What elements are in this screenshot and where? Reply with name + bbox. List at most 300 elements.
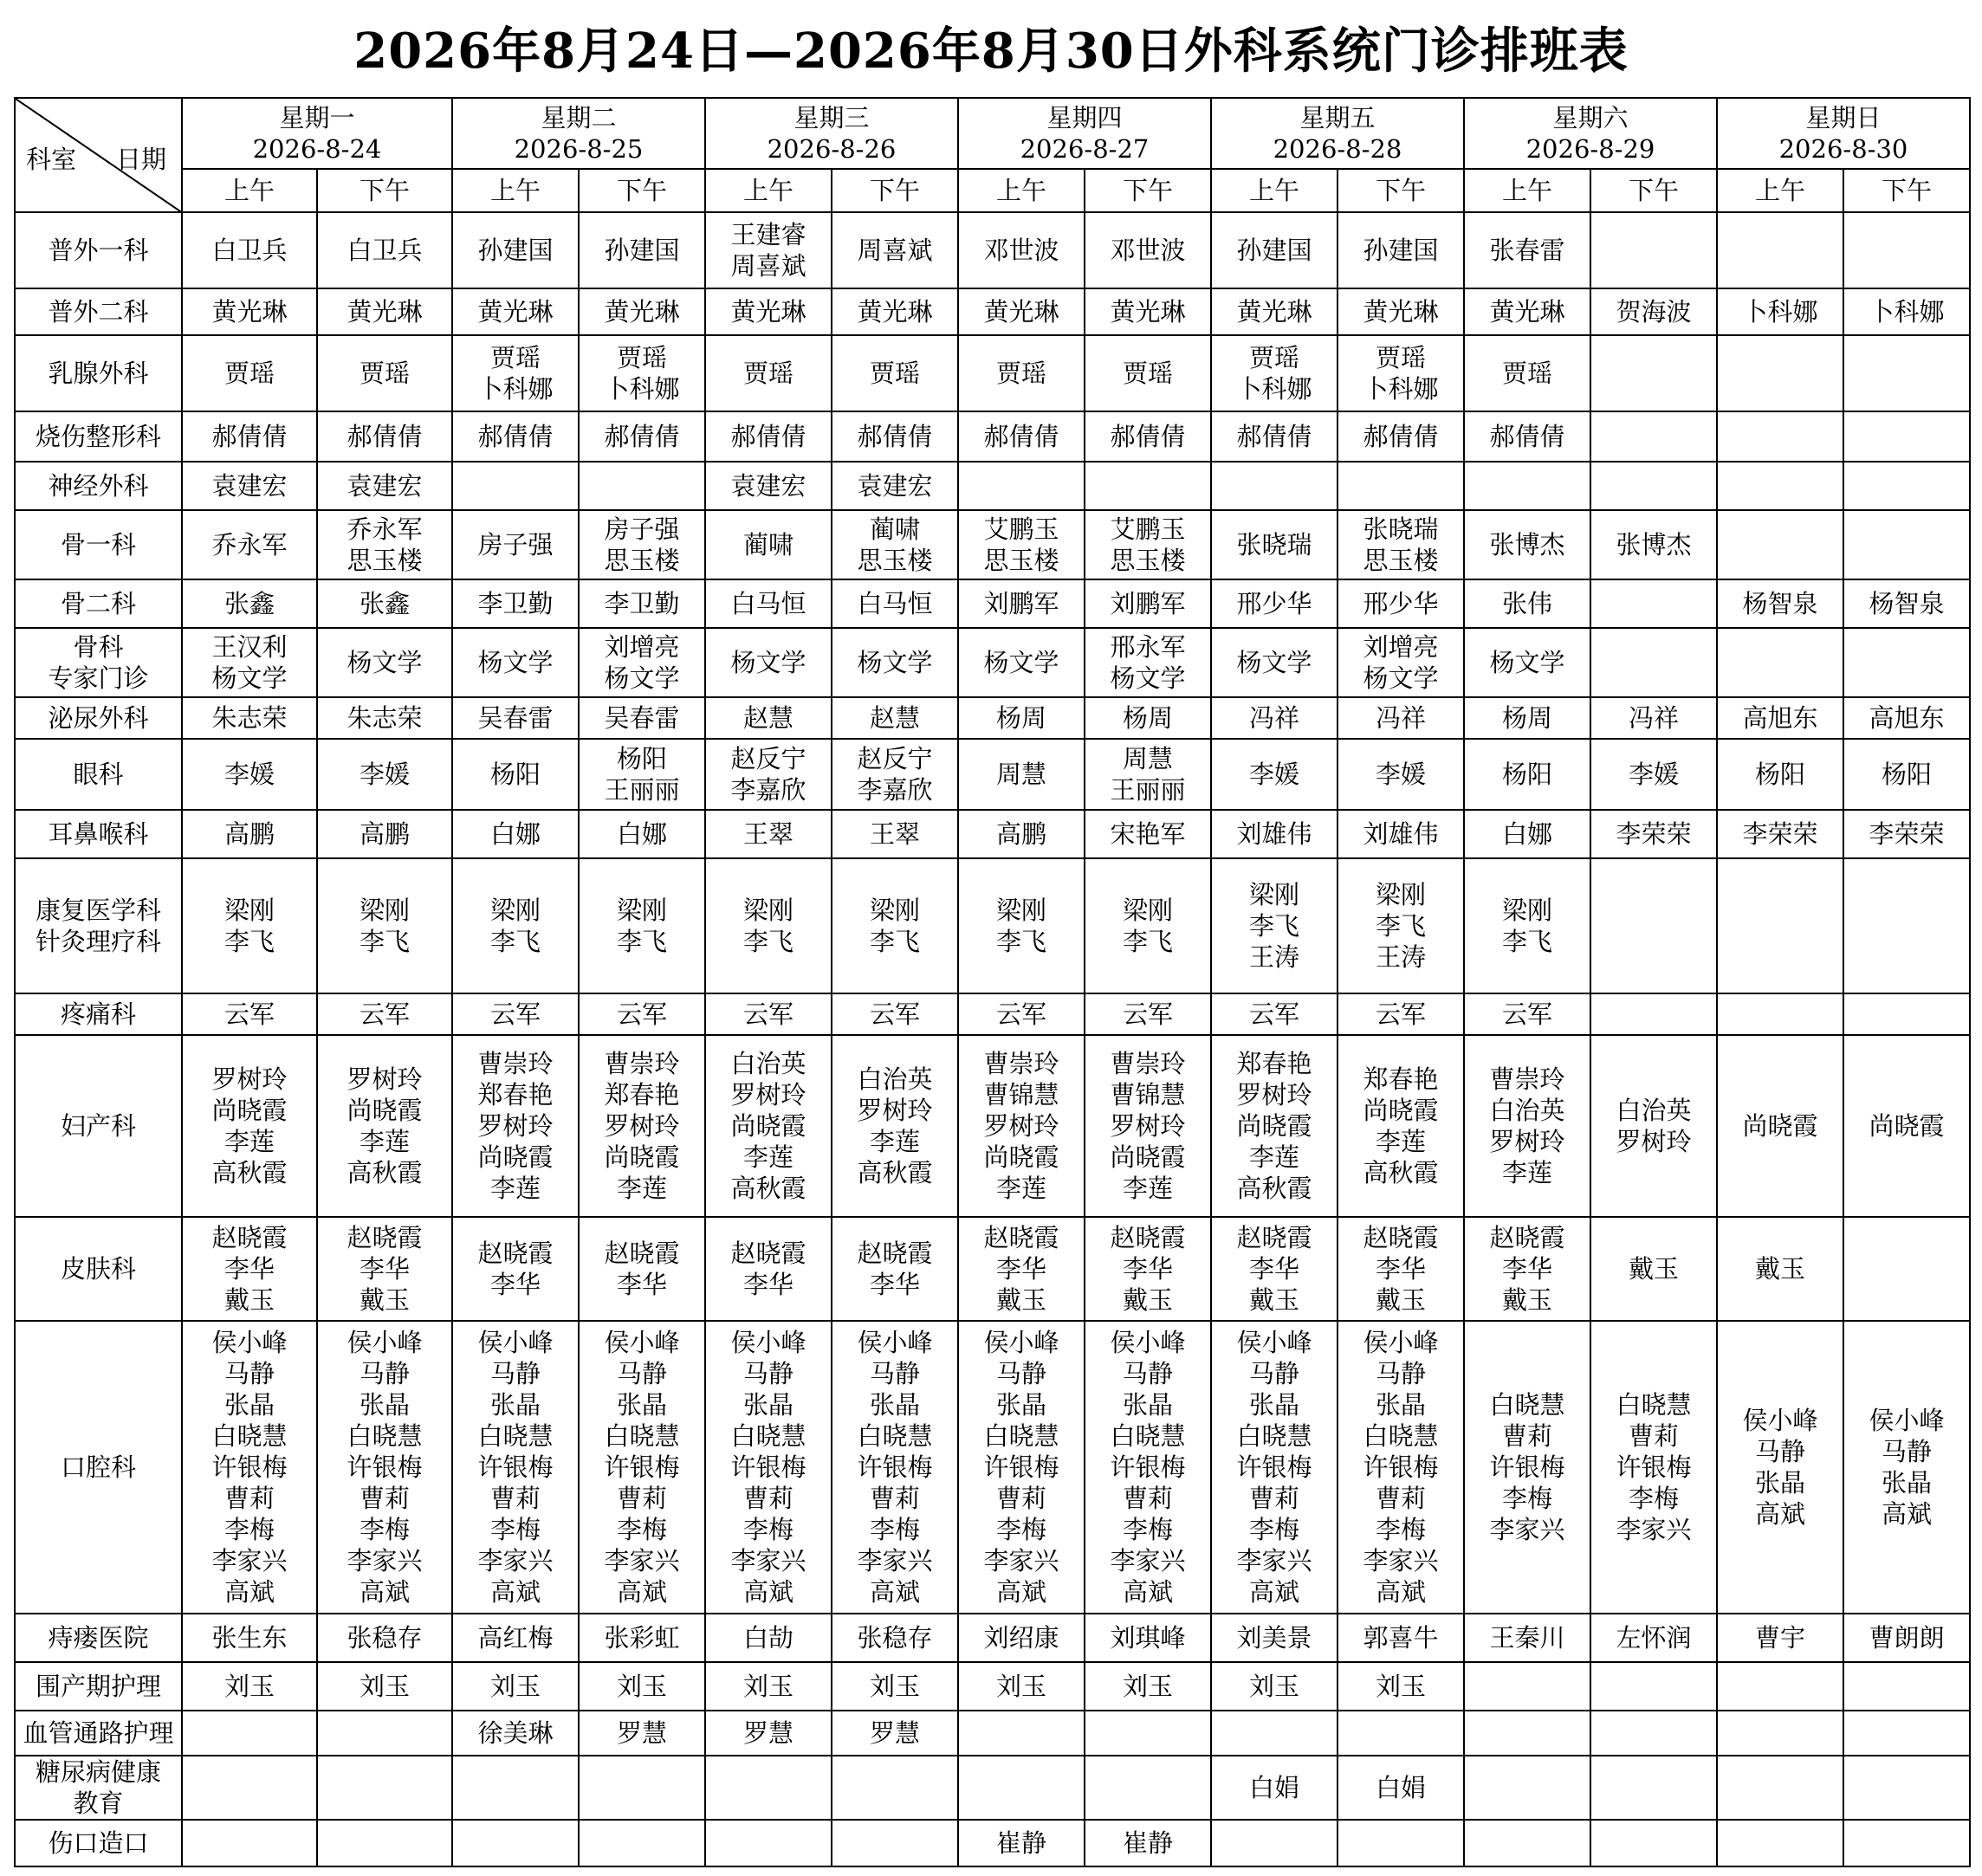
pm-header: 下午: [1085, 169, 1211, 212]
schedule-cell: 贾瑶 卜科娜: [452, 335, 579, 411]
table-row: [15, 1321, 1970, 1614]
schedule-cell: [1590, 1756, 1717, 1820]
schedule-cell: 李媛: [317, 739, 452, 810]
schedule-cell: 郝倩倩: [1464, 411, 1590, 462]
dept-name: 糖尿病健康 教育: [15, 1756, 182, 1820]
schedule-cell: 杨阳: [1464, 739, 1590, 810]
dept-name: 眼科: [15, 739, 182, 810]
schedule-cell: [1843, 1662, 1970, 1711]
schedule-cell: 侯小峰 马静 张晶 白晓慧 许银梅 曹莉 李梅 李家兴 高斌: [1085, 1321, 1211, 1614]
table-row: [15, 1711, 1970, 1756]
schedule-cell: 艾鹏玉 思玉楼: [958, 510, 1085, 579]
schedule-cell: 乔永军: [182, 510, 317, 579]
dept-name: 骨科 专家门诊: [15, 628, 182, 697]
schedule-cell: 梁刚 李飞: [1464, 858, 1590, 993]
date-label: 2026-8-25: [514, 134, 644, 164]
schedule-cell: [1843, 1820, 1970, 1866]
table-row: [15, 579, 1970, 628]
dept-name: 口腔科: [15, 1321, 182, 1614]
schedule-cell: 高鹏: [317, 810, 452, 858]
schedule-cell: 刘玉: [958, 1662, 1085, 1711]
schedule-cell: 崔静: [1085, 1820, 1211, 1866]
table-row: [15, 212, 1970, 288]
schedule-cell: 张春雷: [1464, 212, 1590, 288]
schedule-cell: 刘增亮 杨文学: [579, 628, 705, 697]
table-row: [15, 697, 1970, 739]
schedule-cell: 梁刚 李飞 王涛: [1211, 858, 1338, 993]
schedule-cell: 黄光琳: [1085, 288, 1211, 335]
schedule-cell: 赵晓霞 李华: [705, 1217, 832, 1321]
schedule-cell: 尚晓霞: [1717, 1035, 1843, 1217]
schedule-cell: 贾瑶: [705, 335, 832, 411]
schedule-cell: 周喜斌: [832, 212, 958, 288]
schedule-cell: 李卫勤: [452, 579, 579, 628]
schedule-cell: 贾瑶: [958, 335, 1085, 411]
table-row: [15, 1756, 1970, 1820]
schedule-cell: 崔静: [958, 1820, 1085, 1866]
schedule-cell: 侯小峰 马静 张晶 白晓慧 许银梅 曹莉 李梅 李家兴 高斌: [958, 1321, 1085, 1614]
schedule-cell: 刘鹏军: [1085, 579, 1211, 628]
schedule-cell: 李荣荣: [1590, 810, 1717, 858]
schedule-cell: [1843, 1711, 1970, 1756]
schedule-cell: 张生东: [182, 1614, 317, 1662]
dept-name: 乳腺外科: [15, 335, 182, 411]
schedule-cell: 郝倩倩: [317, 411, 452, 462]
schedule-cell: [182, 1820, 317, 1866]
schedule-cell: [1843, 335, 1970, 411]
table-row: [15, 628, 1970, 697]
schedule-cell: 赵慧: [705, 697, 832, 739]
schedule-cell: 郝倩倩: [958, 411, 1085, 462]
schedule-cell: 艾鹏玉 思玉楼: [1085, 510, 1211, 579]
schedule-cell: [1717, 993, 1843, 1035]
am-header: 上午: [182, 169, 317, 212]
corner-date-label: 日期: [116, 145, 167, 174]
schedule-cell: [705, 1820, 832, 1866]
schedule-cell: 贾瑶 卜科娜: [579, 335, 705, 411]
schedule-cell: [579, 1820, 705, 1866]
schedule-cell: [1717, 510, 1843, 579]
schedule-cell: 房子强 思玉楼: [579, 510, 705, 579]
schedule-cell: 刘玉: [832, 1662, 958, 1711]
schedule-cell: 刘鹏军: [958, 579, 1085, 628]
table-row: [15, 1820, 1970, 1866]
schedule-cell: 黄光琳: [1464, 288, 1590, 335]
schedule-cell: 白治英 罗树玲 尚晓霞 李莲 高秋霞: [705, 1035, 832, 1217]
day-header: [705, 98, 958, 169]
schedule-cell: [1590, 993, 1717, 1035]
schedule-cell: 冯祥: [1338, 697, 1464, 739]
date-label: 2026-8-26: [767, 134, 897, 164]
schedule-cell: [1085, 1711, 1211, 1756]
schedule-cell: [1590, 335, 1717, 411]
dept-name: 普外一科: [15, 212, 182, 288]
schedule-cell: 戴玉: [1590, 1217, 1717, 1321]
schedule-cell: [1085, 462, 1211, 510]
schedule-cell: 杨阳: [452, 739, 579, 810]
schedule-cell: 贾瑶 卜科娜: [1338, 335, 1464, 411]
schedule-cell: [958, 1711, 1085, 1756]
schedule-cell: [1590, 1820, 1717, 1866]
schedule-cell: 赵晓霞 李华: [452, 1217, 579, 1321]
schedule-cell: 赵慧: [832, 697, 958, 739]
schedule-cell: 侯小峰 马静 张晶 白晓慧 许银梅 曹莉 李梅 李家兴 高斌: [317, 1321, 452, 1614]
schedule-cell: 王建睿 周喜斌: [705, 212, 832, 288]
schedule-cell: 孙建国: [1211, 212, 1338, 288]
schedule-cell: 黄光琳: [832, 288, 958, 335]
schedule-cell: 王秦川: [1464, 1614, 1590, 1662]
schedule-cell: 杨阳 王丽丽: [579, 739, 705, 810]
schedule-cell: 袁建宏: [832, 462, 958, 510]
schedule-cell: 梁刚 李飞: [182, 858, 317, 993]
schedule-cell: [1590, 462, 1717, 510]
dept-name: 皮肤科: [15, 1217, 182, 1321]
schedule-cell: 侯小峰 马静 张晶 白晓慧 许银梅 曹莉 李梅 李家兴 高斌: [832, 1321, 958, 1614]
schedule-cell: 孙建国: [1338, 212, 1464, 288]
schedule-cell: 白晓慧 曹莉 许银梅 李梅 李家兴: [1590, 1321, 1717, 1614]
dept-name: 神经外科: [15, 462, 182, 510]
schedule-cell: 张鑫: [317, 579, 452, 628]
day-header: [452, 98, 705, 169]
schedule-cell: 袁建宏: [705, 462, 832, 510]
schedule-cell: 贾瑶: [1085, 335, 1211, 411]
table-row: [15, 1662, 1970, 1711]
schedule-cell: 蔺啸 思玉楼: [832, 510, 958, 579]
schedule-cell: [1464, 462, 1590, 510]
schedule-cell: 朱志荣: [317, 697, 452, 739]
pm-header: 下午: [317, 169, 452, 212]
schedule-cell: 云军: [705, 993, 832, 1035]
schedule-cell: [1717, 1711, 1843, 1756]
dept-name: 骨一科: [15, 510, 182, 579]
schedule-cell: 杨文学: [1211, 628, 1338, 697]
schedule-cell: 侯小峰 马静 张晶 高斌: [1717, 1321, 1843, 1614]
schedule-cell: 宋艳军: [1085, 810, 1211, 858]
schedule-cell: [1843, 993, 1970, 1035]
schedule-cell: 云军: [1085, 993, 1211, 1035]
schedule-cell: 贾瑶: [1464, 335, 1590, 411]
schedule-cell: 白娜: [452, 810, 579, 858]
weekday-label: 星期六: [1552, 103, 1629, 133]
schedule-cell: 周慧 王丽丽: [1085, 739, 1211, 810]
schedule-cell: 张稳存: [317, 1614, 452, 1662]
schedule-cell: [832, 1756, 958, 1820]
schedule-cell: 冯祥: [1211, 697, 1338, 739]
schedule-cell: 曹朗朗: [1843, 1614, 1970, 1662]
schedule-cell: 白卫兵: [317, 212, 452, 288]
pm-header: 下午: [579, 169, 705, 212]
schedule-cell: 黄光琳: [958, 288, 1085, 335]
schedule-cell: [1717, 628, 1843, 697]
pm-header: 下午: [832, 169, 958, 212]
schedule-cell: 王汉利 杨文学: [182, 628, 317, 697]
schedule-cell: [1590, 858, 1717, 993]
schedule-cell: 刘增亮 杨文学: [1338, 628, 1464, 697]
schedule-cell: 侯小峰 马静 张晶 白晓慧 许银梅 曹莉 李梅 李家兴 高斌: [182, 1321, 317, 1614]
schedule-cell: 侯小峰 马静 张晶 白晓慧 许银梅 曹莉 李梅 李家兴 高斌: [452, 1321, 579, 1614]
schedule-cell: 云军: [832, 993, 958, 1035]
schedule-cell: [1717, 411, 1843, 462]
schedule-cell: 白劼: [705, 1614, 832, 1662]
schedule-cell: 郝倩倩: [832, 411, 958, 462]
schedule-cell: 卜科娜: [1843, 288, 1970, 335]
schedule-cell: 李媛: [1590, 739, 1717, 810]
schedule-cell: [1717, 462, 1843, 510]
schedule-cell: [1843, 212, 1970, 288]
schedule-cell: 刘玉: [1338, 1662, 1464, 1711]
schedule-cell: [1464, 1820, 1590, 1866]
table-row: [15, 1035, 1970, 1217]
header-corner: [15, 98, 182, 212]
schedule-cell: 张鑫: [182, 579, 317, 628]
schedule-cell: 李荣荣: [1843, 810, 1970, 858]
schedule-cell: 赵晓霞 李华 戴玉: [1085, 1217, 1211, 1321]
schedule-cell: 梁刚 李飞: [579, 858, 705, 993]
date-label: 2026-8-29: [1525, 134, 1655, 164]
schedule-cell: [1464, 1711, 1590, 1756]
weekday-label: 星期日: [1805, 103, 1882, 133]
schedule-cell: 王翠: [832, 810, 958, 858]
schedule-cell: 曹宇: [1717, 1614, 1843, 1662]
corner-dept-label: 科室: [26, 145, 77, 174]
table-row: [15, 1217, 1970, 1321]
schedule-cell: 袁建宏: [317, 462, 452, 510]
day-header: [1211, 98, 1464, 169]
pm-header: 下午: [1590, 169, 1717, 212]
weekday-label: 星期四: [1046, 103, 1123, 133]
schedule-cell: [182, 1711, 317, 1756]
schedule-cell: 李媛: [1211, 739, 1338, 810]
weekday-label: 星期二: [541, 103, 617, 133]
schedule-cell: 张晓瑞: [1211, 510, 1338, 579]
schedule-cell: [958, 1756, 1085, 1820]
table-row: [15, 858, 1970, 993]
schedule-cell: 王翠: [705, 810, 832, 858]
schedule-cell: 杨文学: [705, 628, 832, 697]
schedule-cell: 白娜: [579, 810, 705, 858]
schedule-cell: 贾瑶 卜科娜: [1211, 335, 1338, 411]
schedule-cell: [1843, 1217, 1970, 1321]
schedule-cell: 云军: [1211, 993, 1338, 1035]
weekday-label: 星期一: [279, 103, 355, 133]
schedule-cell: [1338, 462, 1464, 510]
pm-header: 下午: [1338, 169, 1464, 212]
dept-name: 血管通路护理: [15, 1711, 182, 1756]
dept-name: 烧伤整形科: [15, 411, 182, 462]
schedule-cell: 刘玉: [182, 1662, 317, 1711]
schedule-cell: [958, 462, 1085, 510]
schedule-cell: 高旭东: [1843, 697, 1970, 739]
schedule-cell: 郝倩倩: [705, 411, 832, 462]
schedule-cell: 高鹏: [958, 810, 1085, 858]
dept-name: 妇产科: [15, 1035, 182, 1217]
schedule-cell: 贺海波: [1590, 288, 1717, 335]
schedule-cell: [1843, 411, 1970, 462]
schedule-cell: [579, 462, 705, 510]
schedule-cell: [1717, 335, 1843, 411]
schedule-cell: 刘雄伟: [1211, 810, 1338, 858]
am-header: 上午: [1464, 169, 1590, 212]
schedule-cell: 梁刚 李飞: [1085, 858, 1211, 993]
schedule-cell: 刘玉: [1085, 1662, 1211, 1711]
schedule-cell: 白晓慧 曹莉 许银梅 李梅 李家兴: [1464, 1321, 1590, 1614]
schedule-cell: 李荣荣: [1717, 810, 1843, 858]
schedule-cell: [452, 462, 579, 510]
schedule-cell: 郝倩倩: [1338, 411, 1464, 462]
schedule-cell: 罗慧: [579, 1711, 705, 1756]
schedule-cell: 戴玉: [1717, 1217, 1843, 1321]
schedule-cell: 张稳存: [832, 1614, 958, 1662]
schedule-cell: 杨文学: [832, 628, 958, 697]
schedule-cell: 白娜: [1464, 810, 1590, 858]
schedule-cell: [1590, 1711, 1717, 1756]
schedule-cell: 云军: [579, 993, 705, 1035]
schedule-cell: 赵晓霞 李华 戴玉: [182, 1217, 317, 1321]
schedule-cell: 张博杰: [1590, 510, 1717, 579]
schedule-cell: 梁刚 李飞 王涛: [1338, 858, 1464, 993]
weekday-label: 星期三: [793, 103, 870, 133]
schedule-cell: 郑春艳 罗树玲 尚晓霞 李莲 高秋霞: [1211, 1035, 1338, 1217]
schedule-cell: 刘玉: [452, 1662, 579, 1711]
schedule-cell: [1590, 1662, 1717, 1711]
schedule-cell: [1211, 462, 1338, 510]
table-row: [15, 1614, 1970, 1662]
schedule-cell: 杨阳: [1717, 739, 1843, 810]
schedule-cell: [1843, 858, 1970, 993]
schedule-cell: 云军: [1338, 993, 1464, 1035]
schedule-cell: 冯祥: [1590, 697, 1717, 739]
schedule-cell: 曹崇玲 白治英 罗树玲 李莲: [1464, 1035, 1590, 1217]
am-header: 上午: [705, 169, 832, 212]
schedule-cell: 黄光琳: [317, 288, 452, 335]
schedule-cell: 贾瑶: [832, 335, 958, 411]
schedule-cell: 李卫勤: [579, 579, 705, 628]
schedule-cell: 云军: [317, 993, 452, 1035]
schedule-cell: 梁刚 李飞: [958, 858, 1085, 993]
schedule-cell: 杨阳: [1843, 739, 1970, 810]
schedule-cell: 李媛: [182, 739, 317, 810]
schedule-cell: [1717, 1820, 1843, 1866]
am-header: 上午: [452, 169, 579, 212]
schedule-cell: 蔺啸: [705, 510, 832, 579]
date-label: 2026-8-27: [1020, 134, 1150, 164]
schedule-cell: 贾瑶: [182, 335, 317, 411]
schedule-cell: 杨智泉: [1717, 579, 1843, 628]
schedule-cell: 高红梅: [452, 1614, 579, 1662]
schedule-cell: 贾瑶: [317, 335, 452, 411]
dept-name: 耳鼻喉科: [15, 810, 182, 858]
schedule-cell: 杨周: [1464, 697, 1590, 739]
schedule-cell: 杨文学: [1464, 628, 1590, 697]
schedule-cell: 郝倩倩: [452, 411, 579, 462]
schedule-cell: [1717, 858, 1843, 993]
schedule-cell: 罗树玲 尚晓霞 李莲 高秋霞: [317, 1035, 452, 1217]
schedule-cell: 侯小峰 马静 张晶 白晓慧 许银梅 曹莉 李梅 李家兴 高斌: [1211, 1321, 1338, 1614]
schedule-cell: [1590, 212, 1717, 288]
schedule-cell: 罗慧: [705, 1711, 832, 1756]
schedule-cell: [705, 1756, 832, 1820]
dept-name: 痔瘘医院: [15, 1614, 182, 1662]
schedule-cell: [317, 1756, 452, 1820]
schedule-cell: 郝倩倩: [579, 411, 705, 462]
schedule-cell: 曹崇玲 郑春艳 罗树玲 尚晓霞 李莲: [452, 1035, 579, 1217]
schedule-cell: 赵晓霞 李华 戴玉: [1338, 1217, 1464, 1321]
schedule-cell: 白娟: [1338, 1756, 1464, 1820]
schedule-cell: 白治英 罗树玲: [1590, 1035, 1717, 1217]
schedule-cell: [452, 1756, 579, 1820]
dept-name: 围产期护理: [15, 1662, 182, 1711]
schedule-cell: 赵反宁 李嘉欣: [705, 739, 832, 810]
schedule-cell: 乔永军 思玉楼: [317, 510, 452, 579]
schedule-cell: [1338, 1711, 1464, 1756]
schedule-cell: [317, 1711, 452, 1756]
schedule-cell: [182, 1756, 317, 1820]
schedule-cell: 白马恒: [705, 579, 832, 628]
schedule-cell: 徐美琳: [452, 1711, 579, 1756]
schedule-cell: 郝倩倩: [1211, 411, 1338, 462]
schedule-cell: 黄光琳: [705, 288, 832, 335]
date-label: 2026-8-30: [1778, 134, 1908, 164]
schedule-cell: [1843, 510, 1970, 579]
schedule-cell: 赵晓霞 李华 戴玉: [958, 1217, 1085, 1321]
schedule-cell: 左怀润: [1590, 1614, 1717, 1662]
schedule-cell: [1211, 1820, 1338, 1866]
am-header: 上午: [1717, 169, 1843, 212]
schedule-cell: 白治英 罗树玲 李莲 高秋霞: [832, 1035, 958, 1217]
schedule-cell: [832, 1820, 958, 1866]
am-header: 上午: [958, 169, 1085, 212]
schedule-cell: 杨周: [1085, 697, 1211, 739]
schedule-cell: 张伟: [1464, 579, 1590, 628]
schedule-cell: 赵晓霞 李华 戴玉: [317, 1217, 452, 1321]
schedule-cell: 郝倩倩: [1085, 411, 1211, 462]
schedule-cell: 刘玉: [579, 1662, 705, 1711]
table-row: [15, 810, 1970, 858]
schedule-cell: 周慧: [958, 739, 1085, 810]
schedule-cell: [452, 1820, 579, 1866]
schedule-cell: 邓世波: [1085, 212, 1211, 288]
schedule-cell: 邢少华: [1338, 579, 1464, 628]
schedule-cell: 黄光琳: [1338, 288, 1464, 335]
schedule-cell: 赵反宁 李嘉欣: [832, 739, 958, 810]
schedule-cell: 黄光琳: [1211, 288, 1338, 335]
date-label: 2026-8-24: [252, 134, 382, 164]
schedule-cell: 侯小峰 马静 张晶 白晓慧 许银梅 曹莉 李梅 李家兴 高斌: [1338, 1321, 1464, 1614]
date-label: 2026-8-28: [1273, 134, 1402, 164]
schedule-cell: 曹崇玲 曹锦慧 罗树玲 尚晓霞 李莲: [958, 1035, 1085, 1217]
schedule-cell: 罗慧: [832, 1711, 958, 1756]
table-row: [15, 288, 1970, 335]
schedule-cell: [1590, 628, 1717, 697]
dept-name: 泌尿外科: [15, 697, 182, 739]
day-header: [1717, 98, 1970, 169]
schedule-cell: [1590, 411, 1717, 462]
day-header: [1464, 98, 1717, 169]
schedule-cell: 邢永军 杨文学: [1085, 628, 1211, 697]
table-row: [15, 510, 1970, 579]
schedule-cell: 杨周: [958, 697, 1085, 739]
schedule-cell: 刘琪峰: [1085, 1614, 1211, 1662]
schedule-cell: 曹崇玲 曹锦慧 罗树玲 尚晓霞 李莲: [1085, 1035, 1211, 1217]
schedule-cell: 曹崇玲 郑春艳 罗树玲 尚晓霞 李莲: [579, 1035, 705, 1217]
schedule-cell: 郑春艳 尚晓霞 李莲 高秋霞: [1338, 1035, 1464, 1217]
pm-header: 下午: [1843, 169, 1970, 212]
schedule-cell: 孙建国: [579, 212, 705, 288]
schedule-cell: 郝倩倩: [182, 411, 317, 462]
schedule-cell: 刘绍康: [958, 1614, 1085, 1662]
schedule-cell: 房子强: [452, 510, 579, 579]
dept-name: 康复医学科 针灸理疗科: [15, 858, 182, 993]
